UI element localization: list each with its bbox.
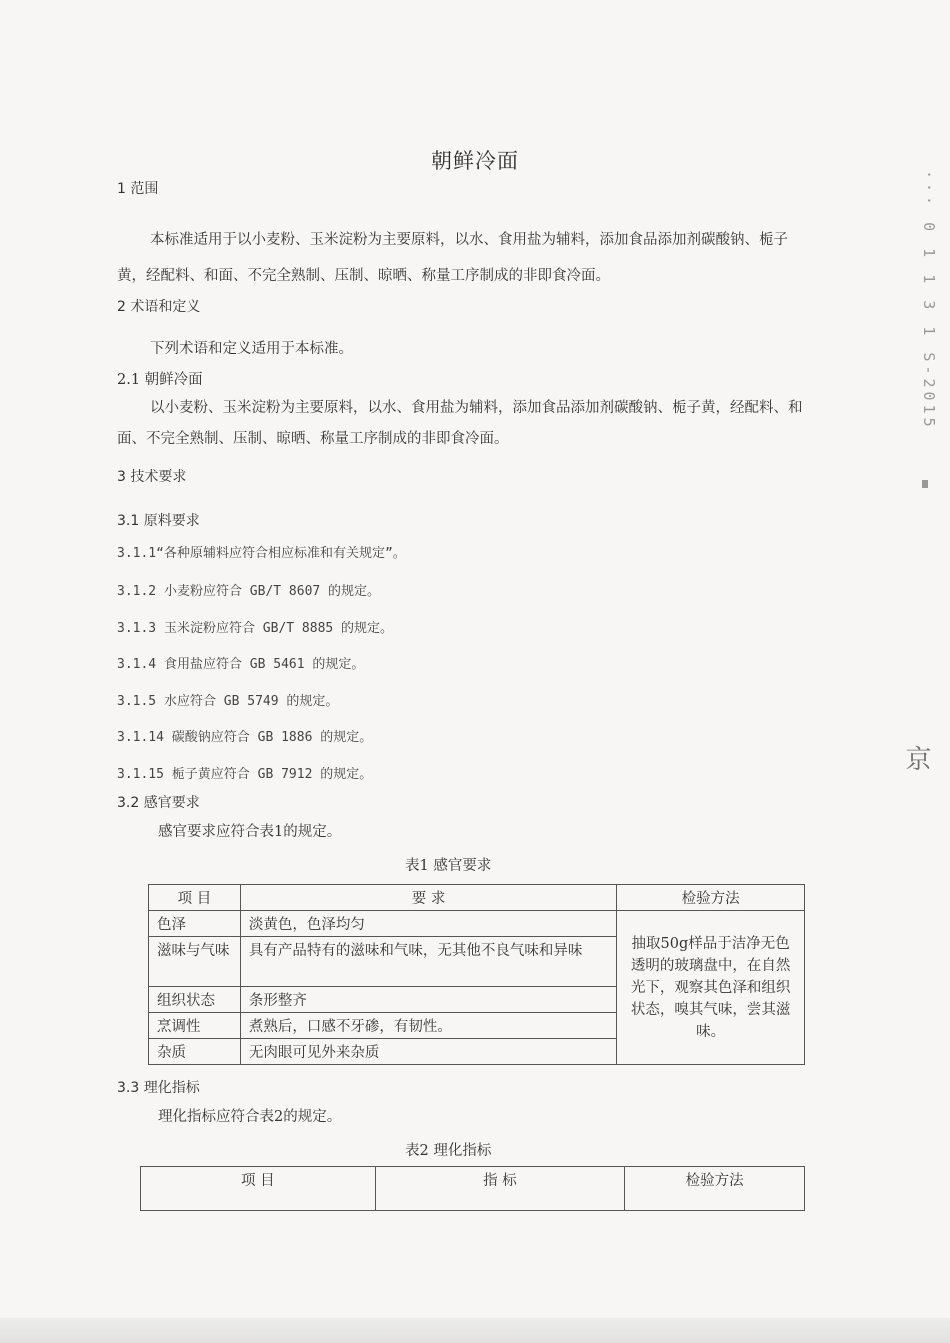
term-2-1-definition: 以小麦粉、玉米淀粉为主要原料，以水、食用盐为辅料，添加食品添加剂碳酸钠、栀子黄，经配料、和面、不完全熟制、压制、晾晒、称量工序制成的非即食冷面。 <box>117 400 803 447</box>
section-3-heading: 3 技术要求 <box>117 469 187 485</box>
list-item: 3.1.14 碳酸钠应符合 GB 1886 的规定。 <box>117 730 373 745</box>
table-header-row <box>141 1167 805 1211</box>
sensory-table <box>148 884 805 1065</box>
section-1-text: 本标准适用于以小麦粉、玉米淀粉为主要原料，以水、食用盐为辅料，添加食品添加剂碳酸钠、栀子黄，经配料、和面、不完全熟制、压制、晾晒、称量工序制成的非即食冷面。 <box>117 232 788 284</box>
section-3-3-heading: 3.3 理化指标 <box>117 1080 200 1096</box>
term-2-1: 2.1 朝鲜冷面 <box>117 372 203 388</box>
table-cell: 具有产品特有的滋味和气味，无其他不良气味和异味 <box>240 937 616 987</box>
side-mark-bar <box>922 480 928 488</box>
table-cell: 杂质 <box>149 1039 241 1065</box>
table-2-caption: 表2 理化指标 <box>405 1143 492 1159</box>
table-header-cell: 检验方法 <box>625 1167 805 1211</box>
list-item: 3.1.4 食用盐应符合 GB 5461 的规定。 <box>117 657 365 672</box>
section-3-2-heading: 3.2 感官要求 <box>117 795 200 811</box>
table-header-cell: 检验方法 <box>617 885 805 911</box>
scan-bottom-edge <box>0 1318 950 1343</box>
stamp-mark <box>898 745 938 945</box>
list-item: 3.1.15 栀子黄应符合 GB 7912 的规定。 <box>117 767 373 782</box>
table-cell: 色泽 <box>149 911 241 937</box>
section-3-1-heading: 3.1 原料要求 <box>117 513 200 529</box>
table-cell: 滋味与气味 <box>149 937 241 987</box>
list-item: 3.1.2 小麦粉应符合 GB/T 8607 的规定。 <box>117 584 381 599</box>
physicochemical-table <box>140 1166 805 1211</box>
table-cell: 无肉眼可见外来杂质 <box>240 1039 616 1065</box>
stamp-text: 京 <box>901 745 931 771</box>
table-cell: 淡黄色，色泽均匀 <box>240 911 616 937</box>
table-cell: 条形整齐 <box>240 987 616 1013</box>
table-row <box>149 911 805 937</box>
table-cell: 煮熟后，口感不牙碜，有韧性。 <box>240 1013 616 1039</box>
table-header-cell: 要 求 <box>240 885 616 911</box>
list-item: 3.1.3 玉米淀粉应符合 GB/T 8885 的规定。 <box>117 621 394 636</box>
table-cell: 烹调性 <box>149 1013 241 1039</box>
table-header-cell: 指 标 <box>375 1167 625 1211</box>
list-item: 3.1.1“各种原辅料应符合相应标准和有关规定”。 <box>117 546 406 561</box>
list-item: 3.1.5 水应符合 GB 5749 的规定。 <box>117 694 339 709</box>
table-header-row <box>149 885 805 911</box>
page-title: 朝鲜冷面 <box>431 149 519 173</box>
section-2-intro: 下列术语和定义适用于本标准。 <box>150 341 353 357</box>
section-3-3-intro: 理化指标应符合表2的规定。 <box>158 1109 342 1125</box>
test-method-cell: 抽取50g样品于洁净无色透明的玻璃盘中，在自然光下，观察其色泽和组织状态，嗅其气味，尝其滋味。 <box>617 911 805 1065</box>
side-mark-text: ··· 0 1 1 3 1 S-2015 <box>920 170 938 431</box>
table-1-caption: 表1 感官要求 <box>405 858 492 874</box>
table-cell: 组织状态 <box>149 987 241 1013</box>
section-2-heading: 2 术语和定义 <box>117 299 201 315</box>
table-header-cell: 项 目 <box>149 885 241 911</box>
side-registration-mark <box>908 170 950 500</box>
table-header-cell: 项 目 <box>141 1167 376 1211</box>
section-3-2-intro: 感官要求应符合表1的规定。 <box>158 824 342 840</box>
section-1-heading: 1 范围 <box>117 181 159 197</box>
